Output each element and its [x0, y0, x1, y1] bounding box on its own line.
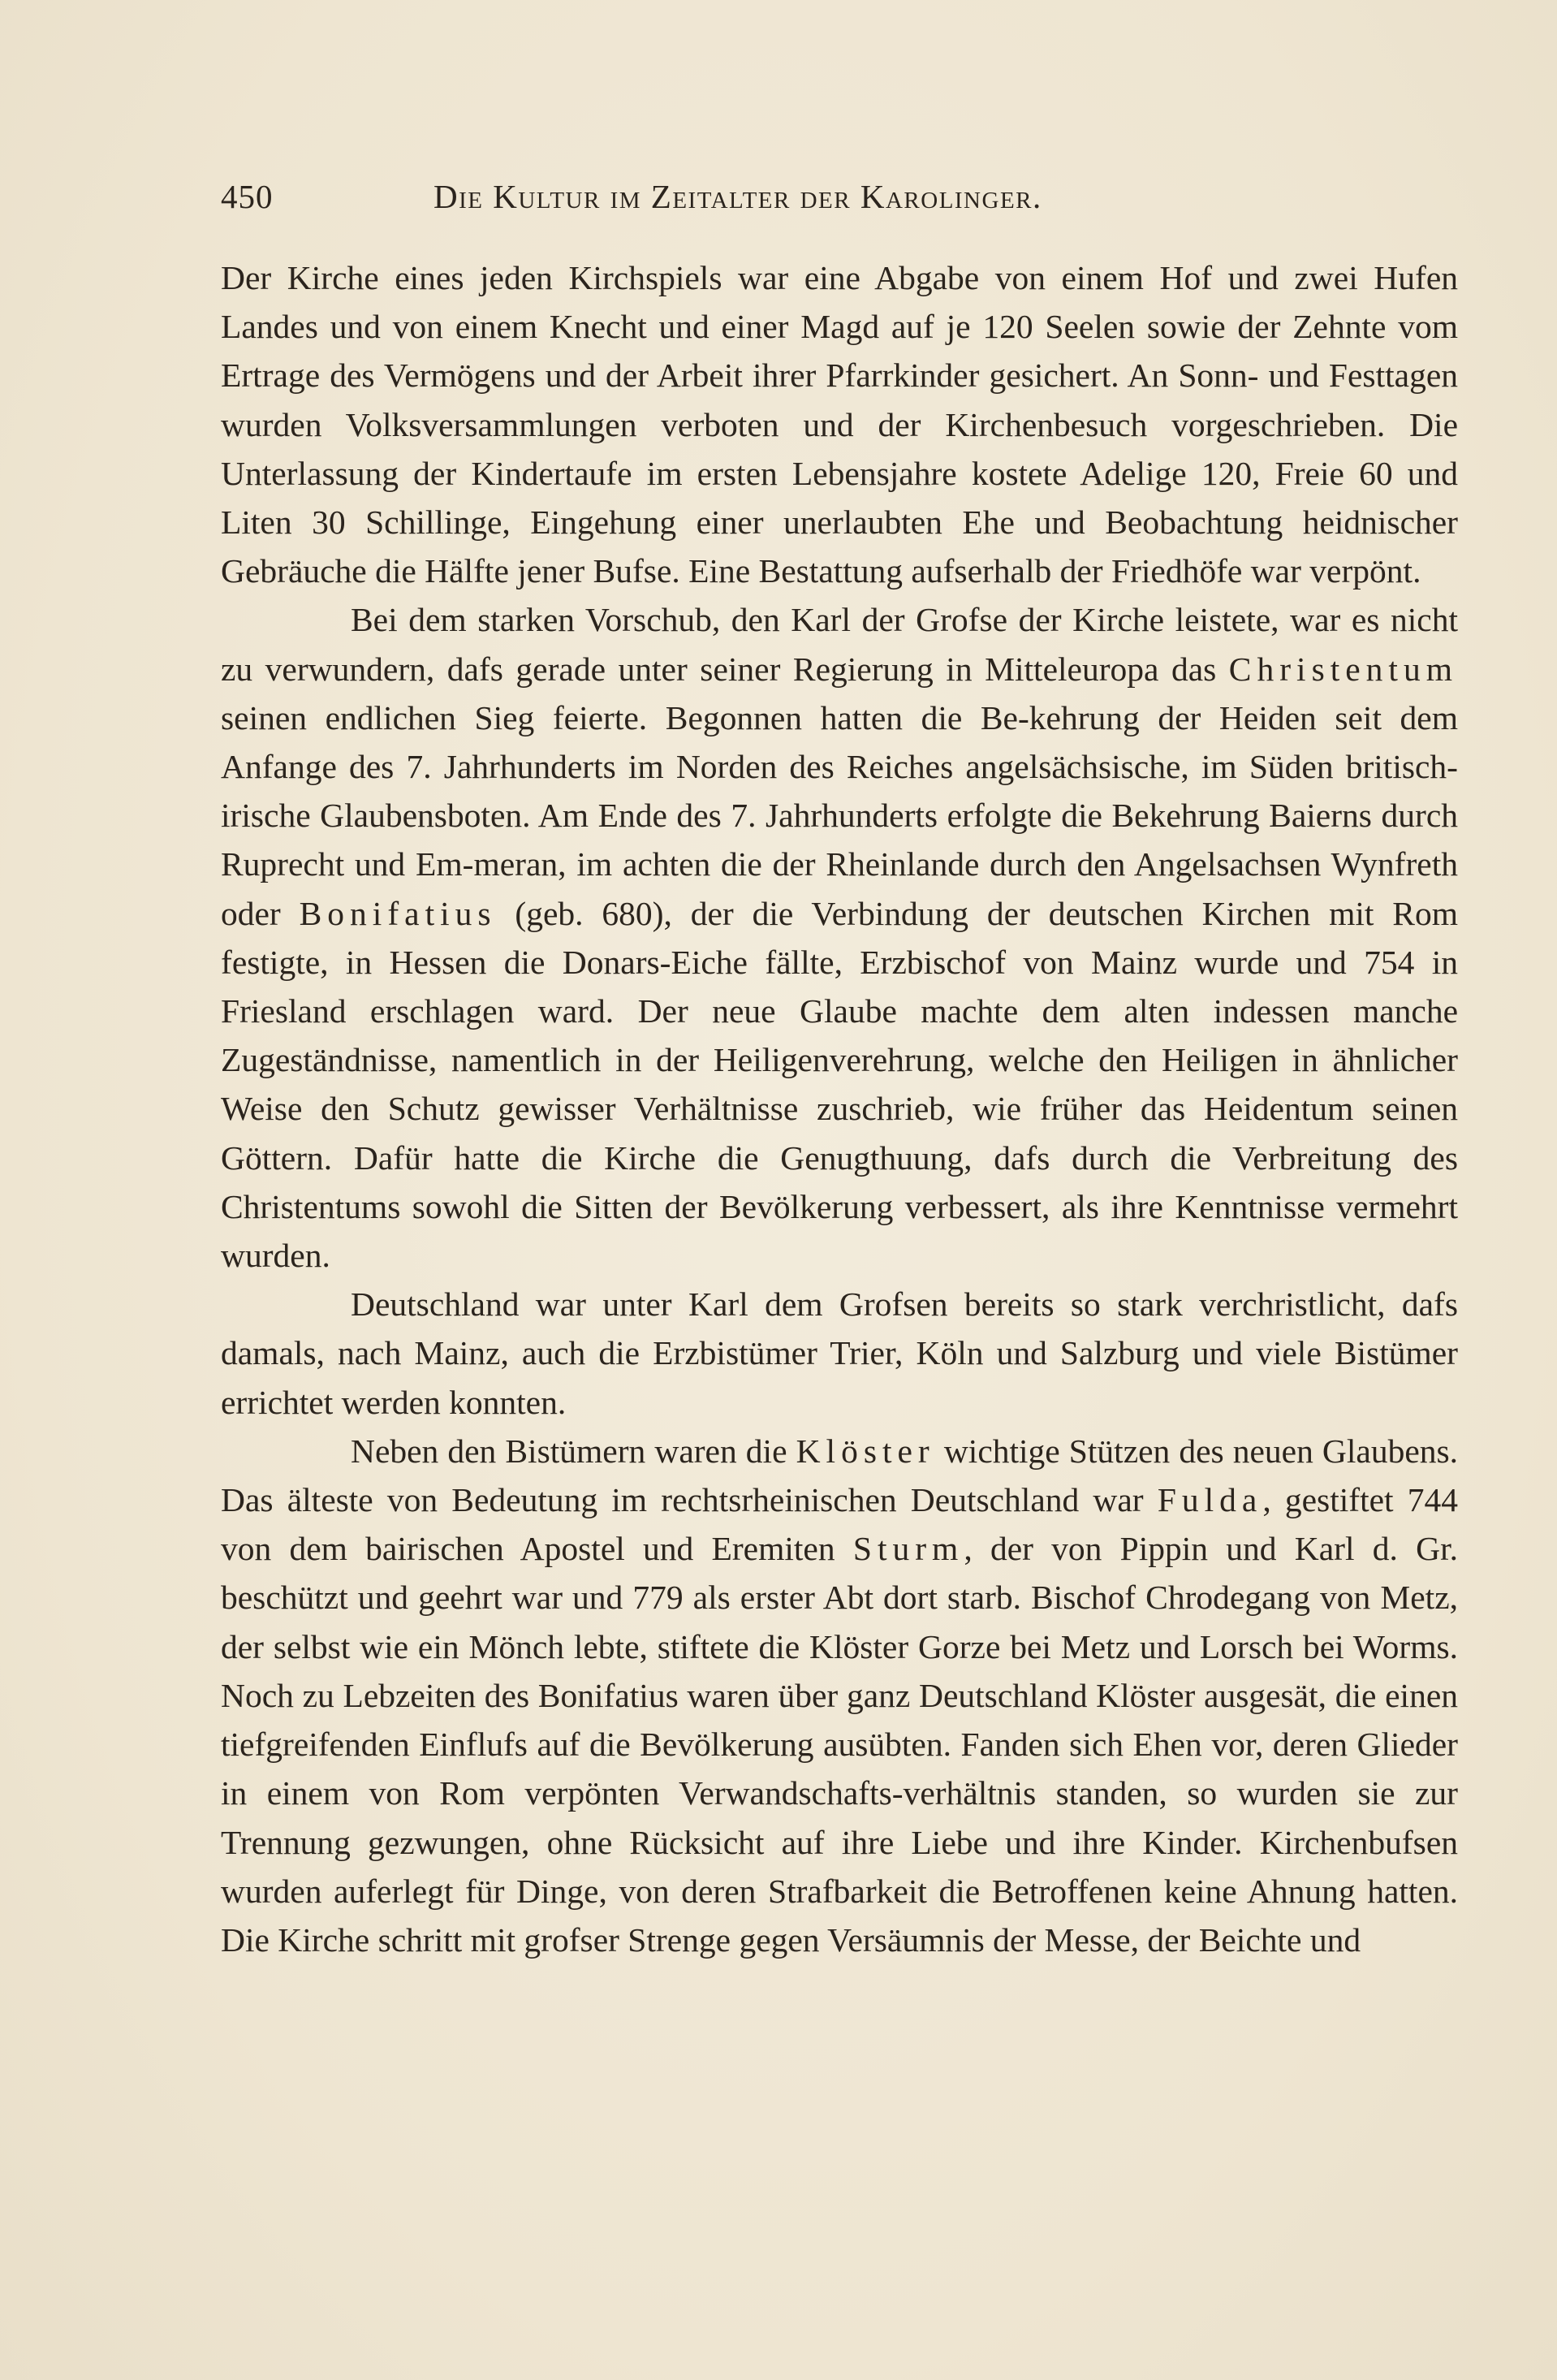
text-run: (geb. 680), der die Verbindung der deutschen Kirchen mit Rom festigte, in Hessen die Donars-Eiche fällte, Erzbischof von Mainz wurde und 754 in Friesland erschlagen ward. Der neue Glaube machte dem alten indessen manche Zugeständnisse, namentlich in der Heiligenverehrung, welche den Heiligen in ähnlicher Weise den Schutz gewisser Verhältnisse zuschrieb, wie früher das Heidentum seinen Göttern. Dafür hatte die Kirche die Genugthuung, dafs durch die Verbreitung des Christentums sowohl die Sitten der Bevölkerung verbessert, als ihre Kenntnisse vermehrt wurden. — [221, 894, 1459, 1275]
page-header — [221, 177, 1325, 226]
text-run: seinen endlichen Sieg feierte. Begonnen hatten die Be-kehrung der Heiden seit dem Anfange des 7. Jahrhunderts im Norden des Reiches angelsächsische, im Süden britisch-irische Glaubensboten. Am Ende des 7. Jahrhunderts erfolgte die Bekehrung Baierns durch Ruprecht und Em-meran, im achten die der Rheinlande durch den Angelsachsen Wynfreth oder — [221, 698, 1458, 932]
text-run: Bei dem starken Vorschub, den Karl der Grofse der Kirche leistete, war es nicht zu verwundern, dafs gerade unter seiner Regierung in Mitteleuropa das — [221, 601, 1458, 688]
text-run: wichtige Stützen des neuen Glaubens. Das älteste von Bedeutung im rechtsrheinischen Deutschland war — [221, 1432, 1459, 1519]
running-title: Die Kultur im Zeitalter der Karolinger. — [433, 178, 1042, 215]
paragraph-3 — [221, 1280, 1458, 1427]
page-number: 450 — [221, 178, 274, 215]
body-text — [221, 253, 1458, 1964]
spaced-emphasis: Klöster — [796, 1432, 935, 1470]
spaced-emphasis: Sturm — [852, 1530, 964, 1568]
text-run: , gestiftet 744 von dem bairischen Apostel und Eremiten — [221, 1481, 1458, 1568]
spaced-emphasis: Bonifatius — [299, 894, 497, 932]
paragraph-2 — [221, 595, 1458, 1280]
paragraph-4 — [221, 1427, 1458, 1964]
spaced-emphasis: Fulda — [1157, 1481, 1263, 1519]
text-run: , der von Pippin und Karl d. Gr. beschützt und geehrt war und 779 als erster Abt dort starb. Bischof Chrodegang von Metz, der selbst wie ein Mönch lebte, stiftete die Klöster Gorze bei Metz und Lorsch bei Worms. Noch zu Lebzeiten des Bonifatius waren über ganz Deutschland Klöster ausgesät, die einen tiefgreifenden Einflufs auf die Bevölkerung ausübten. Fanden sich Ehen vor, deren Glieder in einem von Rom verpönten Verwandschafts-verhältnis standen, so wurden sie zur Trennung gezwungen, ohne Rücksicht auf ihre Liebe und ihre Kinder. Kirchenbufsen wurden auferlegt für Dinge, von deren Strafbarkeit die Betroffenen keine Ahnung hatten. Die Kirche schritt mit grofser Strenge gegen Versäumnis der Messe, der Beichte und — [221, 1530, 1459, 1959]
text-run: Deutschland war unter Karl dem Grofsen bereits so stark verchristlicht, dafs damals, nach Mainz, auch die Erzbistümer Trier, Köln und Salzburg und viele Bistümer errichtet werden konnten. — [221, 1285, 1458, 1421]
text-run: Der Kirche eines jeden Kirchspiels war eine Abgabe von einem Hof und zwei Hufen Landes und von einem Knecht und einer Magd auf je 120 Seelen sowie der Zehnte vom Ertrage des Vermögens und der Arbeit ihrer Pfarrkinder gesichert. An Sonn- und Festtagen wurden Volksversammlungen verboten und der Kirchenbesuch vorgeschrieben. Die Unterlassung der Kindertaufe im ersten Lebensjahre kostete Adelige 120, Freie 60 und Liten 30 Schillinge, Eingehung einer unerlaubten Ehe und Beobachtung heidnischer Gebräuche die Hälfte jener Bufse. Eine Bestattung aufserhalb der Friedhöfe war verpönt. — [221, 259, 1458, 590]
spaced-emphasis: Christentum — [1228, 650, 1458, 688]
paragraph-1 — [221, 253, 1458, 595]
text-run: Neben den Bistümern waren die — [351, 1432, 787, 1470]
